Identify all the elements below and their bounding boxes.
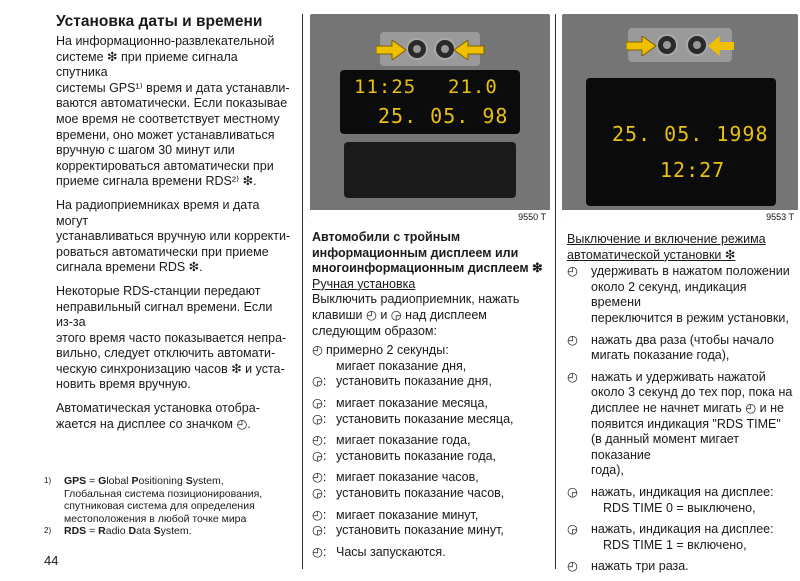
text-line: ваются автоматически. Если показывае bbox=[56, 96, 288, 111]
text-line: информационным дисплеем или bbox=[312, 245, 519, 260]
step-text: установить показание дня, bbox=[336, 374, 492, 389]
text-line: сигнала времени RDS ❇. bbox=[56, 260, 203, 275]
step-row bbox=[312, 470, 552, 486]
step-row bbox=[312, 374, 552, 390]
right-column bbox=[567, 232, 799, 581]
step-text: мигать показание года), bbox=[591, 348, 730, 363]
step-row bbox=[312, 359, 552, 375]
text-line: вильно, следует отключить автомати- bbox=[56, 346, 276, 361]
arrow-left-icon bbox=[454, 40, 486, 60]
step-text: установить показание часов, bbox=[336, 485, 505, 500]
text-line: Выключение и включение режима bbox=[567, 232, 766, 246]
clock-key-icon: ◶: bbox=[312, 523, 327, 538]
step-text: RDS TIME 0 = выключено, bbox=[603, 500, 756, 515]
text-line: приеме сигнала времени RDS²⁾ ❇. bbox=[56, 174, 257, 189]
step-text: мигает показание года, bbox=[336, 433, 471, 448]
text-line: системы GPS¹⁾ время и дата устанавли- bbox=[56, 80, 290, 95]
auto-step bbox=[567, 333, 799, 364]
text-line: На радиоприемниках время и дата могут bbox=[56, 197, 260, 228]
clock-button-left-icon bbox=[656, 34, 678, 56]
step-row bbox=[312, 343, 552, 359]
left-column bbox=[56, 12, 291, 440]
text-line: Автоматическая установка отобра- bbox=[56, 401, 260, 416]
paragraph-3 bbox=[56, 284, 291, 393]
step-text: нажать три раза. bbox=[591, 559, 689, 574]
auto-step bbox=[567, 370, 799, 479]
text-line: следующим образом: bbox=[312, 323, 437, 338]
step-text: переключится в режим установки, bbox=[591, 310, 789, 325]
text-line: неправильный сигнал времени. Если из-за bbox=[56, 299, 273, 330]
clock-key-icon: ◶: bbox=[312, 411, 327, 426]
footnote-1-text bbox=[44, 488, 294, 526]
step-row bbox=[312, 396, 552, 412]
text-line: мое время не соответствует местному bbox=[56, 111, 280, 126]
lcd-temperature: 21.0 bbox=[448, 76, 498, 98]
step-text: установить показание года, bbox=[336, 448, 497, 463]
figure-triple-display bbox=[310, 14, 550, 224]
clock-key-icon: ◴ bbox=[312, 343, 323, 358]
clock-key-icon: ◶: bbox=[312, 448, 327, 463]
text-line: многоинформационным дисплеем ❇ bbox=[312, 261, 543, 276]
column-divider-1 bbox=[302, 14, 303, 569]
step-text: года), bbox=[591, 463, 624, 478]
auto-step bbox=[567, 485, 799, 516]
lcd-display bbox=[340, 70, 520, 134]
section-heading: Установка даты и времени bbox=[56, 13, 263, 30]
figure-info-display bbox=[562, 14, 798, 224]
auto-setting-heading bbox=[567, 232, 799, 263]
step-row bbox=[312, 508, 552, 524]
text-line: корректироваться автоматически при bbox=[56, 158, 274, 173]
footnotes bbox=[44, 475, 294, 538]
step-text: около 2 секунд, индикация времени bbox=[591, 279, 747, 310]
text-line: вручную с шагом 30 минут или bbox=[56, 143, 235, 158]
lcd-date: 25. 05. 98 bbox=[378, 104, 509, 128]
figure-code: 9550 T bbox=[518, 212, 546, 222]
footnote-1: 1) GPS = Global Positioning System, bbox=[44, 475, 224, 487]
lower-display bbox=[344, 142, 516, 198]
step-row bbox=[312, 433, 552, 449]
paragraph-4 bbox=[56, 401, 291, 432]
middle-intro bbox=[312, 292, 552, 339]
step-text: нажать и удерживать нажатой bbox=[591, 369, 766, 384]
auto-steps bbox=[567, 264, 799, 575]
auto-step bbox=[567, 264, 799, 326]
step-text: нажать, индикация на дисплее: bbox=[591, 484, 774, 499]
step-row bbox=[312, 523, 552, 539]
figure-code: 9553 T bbox=[766, 212, 794, 222]
arrow-right-icon bbox=[376, 40, 408, 60]
manual-setting-subheading: Ручная установка bbox=[312, 276, 416, 291]
text-line: устанавливаться вручную или корректи- bbox=[56, 229, 291, 244]
auto-step bbox=[567, 559, 799, 575]
clock-key-icon: ◶: bbox=[312, 485, 327, 500]
clock-key-icon: ◴ bbox=[567, 264, 578, 279]
clock-key-icon: ◶ bbox=[567, 484, 578, 499]
clock-button-right-icon bbox=[434, 38, 456, 60]
step-text: примерно 2 секунды: bbox=[326, 343, 449, 358]
step-text: мигает показание часов, bbox=[336, 470, 479, 485]
text-line: этого время часто показывается непра- bbox=[56, 330, 287, 345]
step-text: (в данный момент мигает показание bbox=[591, 432, 740, 462]
step-text: около 3 секунд до тех пор, пока на bbox=[591, 385, 793, 400]
clock-key-icon: ◴ bbox=[567, 369, 578, 384]
step-row bbox=[312, 545, 552, 561]
step-text: установить показание месяца, bbox=[336, 411, 514, 426]
step-text: появится индикация "RDS TIME" bbox=[591, 416, 781, 431]
column-divider-2 bbox=[555, 14, 556, 569]
text-line: Некоторые RDS-станции передают bbox=[56, 283, 261, 298]
clock-key-icon: ◴ bbox=[567, 332, 578, 347]
step-row bbox=[312, 412, 552, 428]
clock-key-icon: ◴: bbox=[312, 470, 327, 485]
text-line: жается на дисплее со значком ◴. bbox=[56, 416, 251, 431]
step-text: Часы запускаются. bbox=[336, 544, 446, 559]
auto-step bbox=[567, 522, 799, 553]
clock-key-icon: ◶: bbox=[312, 395, 327, 410]
text-line: На информационно-развлекательной bbox=[56, 34, 275, 48]
clock-key-icon: ◴: bbox=[312, 433, 327, 448]
paragraph-2 bbox=[56, 198, 291, 276]
clock-key-icon bbox=[312, 359, 336, 375]
text-line: системе ❇ при приеме сигнала спутника bbox=[56, 49, 238, 80]
lcd-display bbox=[586, 78, 776, 206]
text-line: роваться автоматически при приеме bbox=[56, 244, 269, 259]
text-line: местоположения в любой точке мира bbox=[64, 512, 247, 525]
text-line: автоматической установки ❇ bbox=[567, 247, 736, 262]
text-line: ческую синхронизацию часов ❇ и уста- bbox=[56, 361, 285, 376]
text-line: новить время вручную. bbox=[56, 377, 191, 392]
manual-steps bbox=[312, 343, 552, 560]
step-row bbox=[312, 449, 552, 465]
clock-key-icon: ◴ bbox=[567, 559, 578, 574]
middle-column bbox=[312, 230, 552, 560]
step-text: нажать, индикация на дисплее: bbox=[591, 522, 774, 537]
step-text: мигает показание месяца, bbox=[336, 395, 488, 410]
step-text: нажать два раза (чтобы начало bbox=[591, 332, 775, 347]
clock-button-left-icon bbox=[406, 38, 428, 60]
clock-key-icon: ◴: bbox=[312, 507, 327, 522]
lcd-time: 11:25 bbox=[354, 76, 417, 98]
step-text: удерживать в нажатом положении bbox=[591, 264, 790, 279]
text-line: Выключить радиоприемник, нажать bbox=[312, 292, 520, 307]
lcd-time: 12:27 bbox=[660, 158, 726, 182]
clock-key-icon: ◶: bbox=[312, 374, 327, 389]
step-text: мигает показание минут, bbox=[336, 507, 479, 522]
clock-key-icon: ◶ bbox=[567, 522, 578, 537]
step-row bbox=[312, 486, 552, 502]
middle-heading bbox=[312, 230, 552, 277]
step-text: RDS TIME 1 = включено, bbox=[603, 537, 747, 552]
text-line: спутниковая система для определения bbox=[64, 500, 255, 512]
text-line: Глобальная система позиционирования, bbox=[64, 487, 263, 500]
step-text: дисплее не начнет мигать ◴ и не bbox=[591, 400, 784, 415]
lcd-date: 25. 05. 1998 bbox=[612, 122, 769, 146]
step-text: установить показание минут, bbox=[336, 523, 504, 538]
footnote-2: 2) RDS = Radio Data System. bbox=[44, 525, 192, 537]
clock-key-icon: ◴: bbox=[312, 544, 327, 559]
clock-button-right-icon bbox=[686, 34, 708, 56]
text-line: Автомобили с тройным bbox=[312, 230, 461, 244]
step-text: мигает показание дня, bbox=[336, 358, 467, 373]
page-number: 44 bbox=[44, 553, 59, 568]
text-line: времени, оно может устанавливаться bbox=[56, 127, 275, 142]
text-line: клавиши ◴ и ◶ над дисплеем bbox=[312, 307, 487, 322]
arrow-right-icon bbox=[626, 36, 658, 56]
paragraph-1 bbox=[56, 34, 291, 190]
